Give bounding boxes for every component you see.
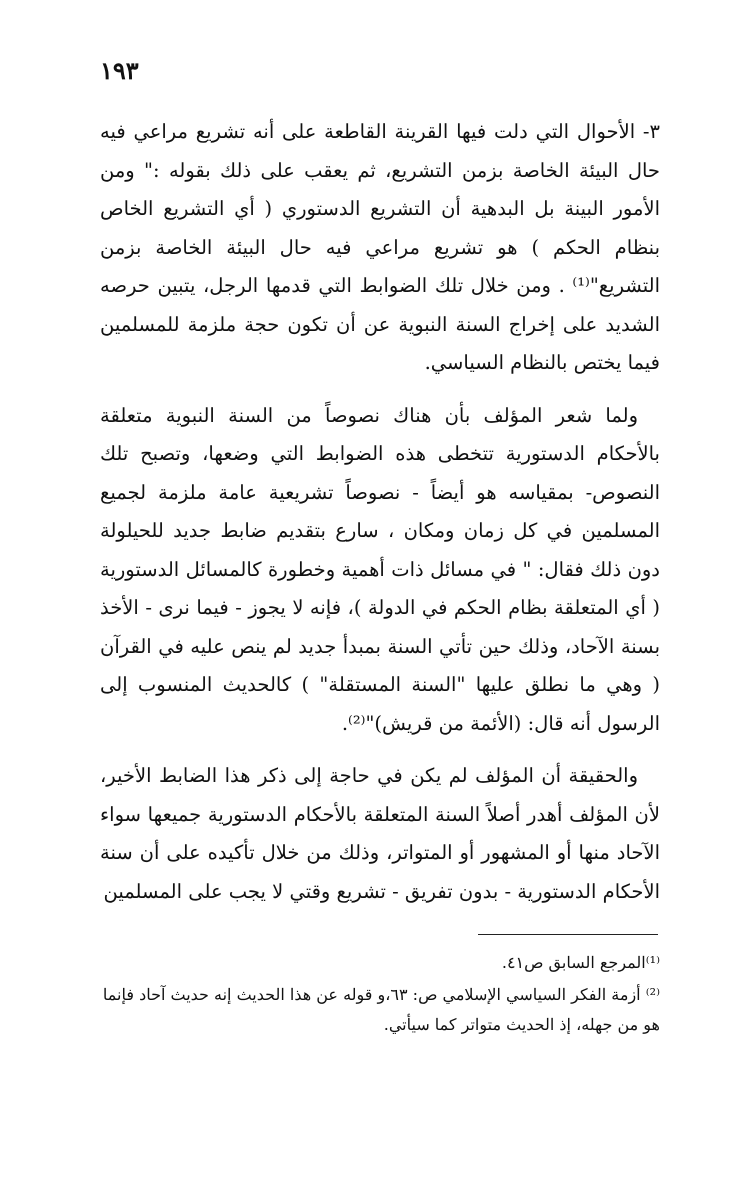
footnote: ⁽²⁾ أزمة الفكر السياسي الإسلامي ص: ٦٣،و قوله عن هذا الحديث إنه حديث آحاد فإنما هو من جهله، إذ الحديث متواتر كما سيأتي.	[102, 985, 660, 1034]
paragraph: والحقيقة أن المؤلف لم يكن في حاجة إلى ذكر هذا الضابط الأخير، لأن المؤلف أهدر أصلاً السنة المتعلقة بالأحكام الدستورية جميعها سواء الآحاد منها أو المشهور أو المتواتر، وذلك من خلال تأكيده على أن سنة الأحكام الدستورية - بدون تفريق - تشريع وقتي لا يجب على المسلمين	[100, 764, 660, 903]
footnotes	[100, 948, 660, 1042]
paragraph: ٣- الأحوال التي دلت فيها القرينة القاطعة على أنه تشريع مراعي فيه حال البيئة الخاصة بزمن التشريع، ثم يعقب على ذلك بقوله :" ومن الأمور البينة بل البدهية أن التشريع الدستوري ( أي التشريع الخاص بنظام الحكم ) هو تشريع مراعي فيه حال البيئة الخاصة بزمن التشريع"⁽¹⁾ . ومن خلال تلك الضوابط التي قدمها الرجل، يتبين حرصه الشديد على إخراج السنة النبوية عن أن تكون حجة ملزمة للمسلمين فيما يختص بالنظام السياسي.	[100, 120, 660, 374]
footnote-separator	[478, 934, 658, 935]
footnote: ⁽¹⁾المرجع السابق ص٤١.	[501, 953, 660, 972]
page-number: ١٩٣	[100, 56, 139, 85]
paragraph: ولما شعر المؤلف بأن هناك نصوصاً من السنة النبوية متعلقة بالأحكام الدستورية تتخطى هذه الضوابط التي وضعها، وتصبح تلك النصوص- بمقياسه هو أيضاً - نصوصاً تشريعية عامة ملزمة لجميع المسلمين في كل زمان ومكان ، سارع بتقديم ضابط جديد للحيلولة دون ذلك فقال: " في مسائل ذات أهمية وخطورة كالمسائل الدستورية ( أي المتعلقة بظام الحكم في الدولة )، فإنه لا يجوز - فيما نرى - الأخذ بسنة الآحاد، وذلك حين تأتي السنة بمبدأ جديد لم ينص عليه في القرآن ( وهي ما نطلق عليها "السنة المستقلة" ) كالحديث المنسوب إلى الرسول أنه قال: (الأئمة من قريش)"⁽²⁾.	[100, 403, 660, 735]
main-text	[100, 113, 660, 925]
